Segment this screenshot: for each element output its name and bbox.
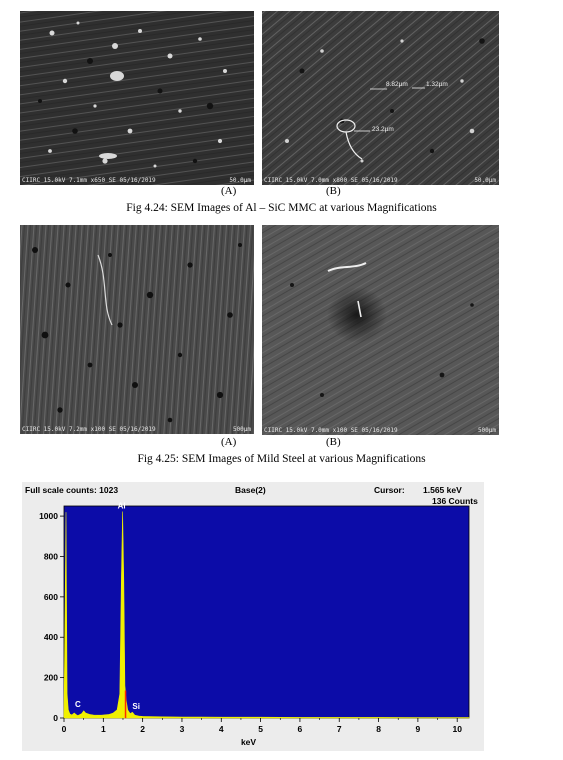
x-tick-label: 3: [179, 724, 185, 734]
x-tick-label: 10: [452, 724, 462, 734]
sem-info-bar: CIIRC 15.0kV 7.0mm x100 SE 05/16/2019: [264, 427, 398, 434]
x-tick-label: 6: [297, 724, 303, 734]
cursor-kev-readout: 1.565 keV: [423, 485, 462, 495]
peak-label-al: Al: [117, 501, 126, 511]
full-scale-counts-label: Full scale counts: 1023: [25, 485, 119, 495]
peak-label-si: Si: [132, 701, 140, 711]
scale-bar-label: 500µm: [477, 427, 496, 434]
x-tick-label: 9: [415, 724, 421, 734]
x-tick-label: 7: [336, 724, 342, 734]
figure-caption: Fig 4.25: SEM Images of Mild Steel at various Magnifications: [137, 453, 426, 465]
peak-label-c: C: [75, 699, 81, 709]
sem-texture: [20, 225, 254, 434]
sem-image-mildsteel-b: [262, 225, 499, 435]
sem-texture: [262, 225, 499, 435]
sem-image-alsic-b: [262, 11, 499, 185]
sem-image-alsic-a: [20, 11, 254, 185]
scale-bar-label: 50.0µm: [474, 177, 496, 184]
sem-image-mildsteel-a: [20, 225, 254, 434]
subfigure-label-b: (B): [326, 185, 341, 197]
measurement-label: 8.82µm: [386, 81, 408, 88]
x-tick-label: 2: [140, 724, 146, 734]
scale-bar-label: 500µm: [232, 426, 251, 433]
y-tick-label: 600: [43, 591, 58, 602]
cursor-label: Cursor:: [374, 485, 405, 495]
subfigure-label-a: (A): [221, 185, 237, 197]
scale-bar-label: 50.0µm: [229, 177, 251, 184]
edx-spectrum-panel: [22, 482, 484, 751]
y-tick-label: 800: [43, 551, 58, 562]
x-tick-label: 8: [376, 724, 381, 734]
x-tick-label: 1: [100, 724, 106, 734]
sem-info-bar: CIIRC 15.0kV 7.1mm x650 SE 05/16/2019: [22, 177, 156, 184]
y-tick-label: 200: [43, 672, 58, 683]
x-axis-label: keV: [240, 737, 257, 747]
x-tick-label: 5: [258, 724, 263, 734]
subfigure-label-b: (B): [326, 436, 341, 448]
subfigure-label-a: (A): [221, 436, 237, 448]
y-tick-label: 1000: [39, 511, 58, 522]
sem-info-bar: CIIRC 15.0kV 7.0mm x800 SE 05/16/2019: [264, 177, 398, 184]
sem-texture: [20, 11, 254, 185]
x-tick-label: 4: [218, 724, 224, 734]
measurement-label: 1.32µm: [426, 81, 448, 88]
y-tick-label: 0: [53, 713, 58, 723]
spectrum-title: Base(2): [235, 485, 266, 495]
edx-chart: [22, 482, 484, 751]
cursor-counts-readout: 136 Counts: [432, 496, 478, 506]
measurement-label: 23.2µm: [372, 126, 394, 133]
figure-caption: Fig 4.24: SEM Images of Al – SiC MMC at various Magnifications: [126, 202, 437, 214]
y-tick-label: 400: [43, 632, 58, 643]
sem-info-bar: CIIRC 15.0kV 7.2mm x100 SE 05/16/2019: [22, 426, 156, 433]
sem-texture: [262, 11, 499, 185]
x-tick-label: 0: [61, 724, 67, 734]
